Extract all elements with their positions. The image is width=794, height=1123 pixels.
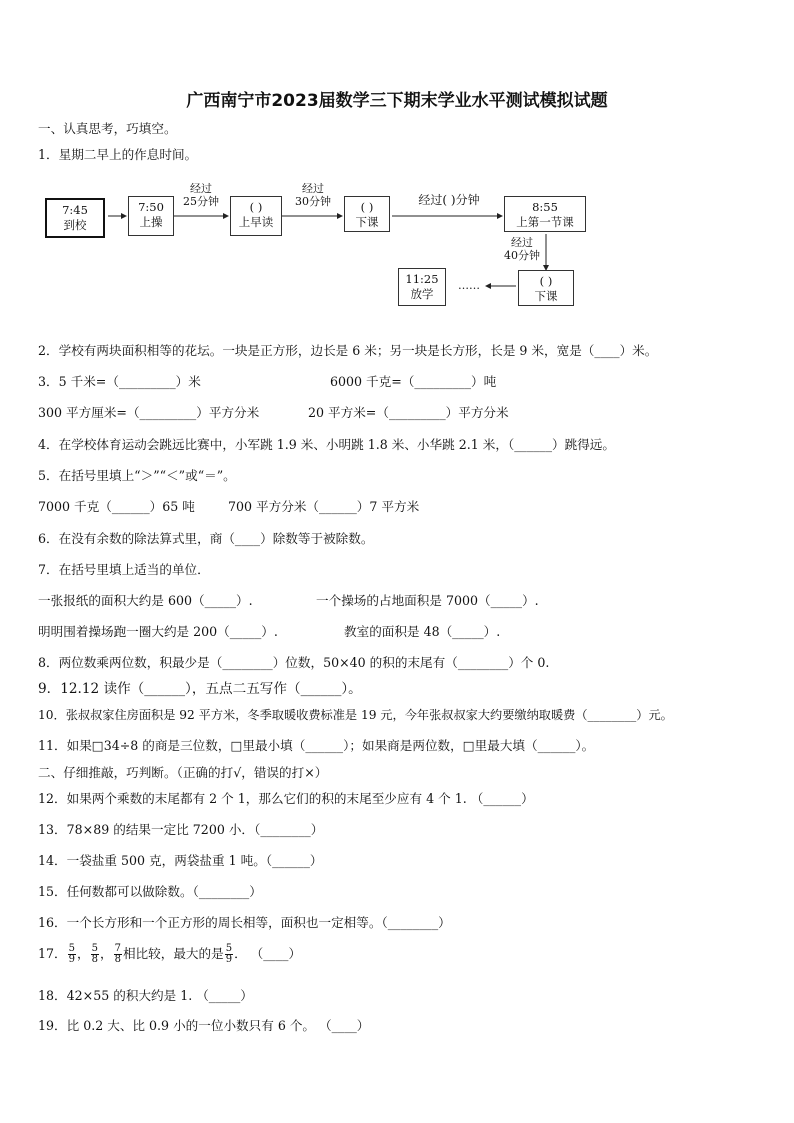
question-5b: 700 平方分米（______）7 平方米 bbox=[228, 499, 420, 514]
question-8: 8．两位数乘两位数，积最少是（________）位数，50×40 的积的末尾有（________）个 0. bbox=[38, 655, 550, 670]
question-18: 18．42×55 的积大约是 1. （_____） bbox=[38, 988, 253, 1003]
question-10: 10．张叔叔家住房面积是 92 平方米，冬季取暖收费标准是 19 元，今年张叔叔家大约要缴纳取暖费（________）元。 bbox=[38, 708, 673, 722]
question-1: 1．星期二早上的作息时间。 bbox=[38, 147, 198, 162]
question-4: 4．在学校体育运动会跳远比赛中，小军跳 1.9 米、小明跳 1.8 米、小华跳 2.1 米，（______）跳得远。 bbox=[38, 437, 615, 452]
ellipsis-dots: …… bbox=[458, 279, 480, 292]
question-6: 6．在没有余数的除法算式里，商（____）除数等于被除数。 bbox=[38, 531, 374, 546]
question-15: 15．任何数都可以做除数。（________） bbox=[38, 884, 262, 899]
fraction-answer-5-9: $\frac{5}{9}$ bbox=[225, 943, 233, 965]
question-7: 7．在括号里填上适当的单位． bbox=[38, 562, 210, 577]
question-3d: 20 平方米=（_________）平方分米 bbox=[308, 405, 509, 420]
arrow-label-25min: 经过 25分钟 bbox=[183, 182, 219, 208]
arrow-label-30min: 经过 30分钟 bbox=[295, 182, 331, 208]
question-3a: 3．5 千米=（_________）米 bbox=[38, 374, 201, 389]
question-12: 12．如果两个乘数的末尾都有 2 个 1，那么它们的积的末尾至少应有 4 个 1. （______） bbox=[38, 791, 534, 806]
arrow-label-40min: 经过 40分钟 bbox=[504, 236, 540, 262]
box-break-1: ( ) 下课 bbox=[344, 196, 390, 232]
question-7a: 一张报纸的面积大约是 600（_____）. bbox=[38, 593, 253, 608]
question-16: 16．一个长方形和一个正方形的周长相等，面积也一定相等。（________） bbox=[38, 915, 451, 930]
question-17: 17． $\frac{5}{9}$ ， $\frac{5}{8}$ ， $\frac{7}{8}$ 相比较，最大的是 $\frac{5}{9}$ ． （____） bbox=[38, 943, 302, 965]
question-3c: 300 平方厘米=（_________）平方分米 bbox=[38, 405, 260, 420]
box-dismiss: 11:25 放学 bbox=[398, 268, 446, 306]
fraction-7-8: $\frac{7}{8}$ bbox=[114, 943, 121, 965]
box-morning-reading: ( ) 上早读 bbox=[230, 196, 282, 236]
section-2-heading: 二、仔细推敲，巧判断。（正确的打√，错误的打×） bbox=[38, 765, 328, 780]
question-5: 5．在括号里填上“＞”“＜”或“＝”。 bbox=[38, 468, 236, 483]
question-19: 19．比 0.2 大、比 0.9 小的一位小数只有 6 个。 （____） bbox=[38, 1018, 370, 1033]
question-7b: 一个操场的占地面积是 7000（_____）. bbox=[316, 593, 539, 608]
box-first-class: 8:55 上第一节课 bbox=[504, 196, 586, 232]
schedule-flow-diagram bbox=[40, 178, 600, 313]
fraction-5-8: $\frac{5}{8}$ bbox=[91, 943, 98, 965]
arrow-label-blank-min: 经过( )分钟 bbox=[418, 193, 480, 207]
question-2: 2．学校有两块面积相等的花坛。一块是正方形，边长是 6 米；另一块是长方形，长是 9 米，宽是（____）米。 bbox=[38, 343, 658, 358]
question-11: 11．如果□34÷8 的商是三位数，□里最小填（______）；如果商是两位数，□里最大填（______）。 bbox=[38, 738, 595, 753]
question-14: 14．一袋盐重 500 克，两袋盐重 1 吨。（______） bbox=[38, 853, 323, 868]
question-7c: 明明围着操场跑一圈大约是 200（_____）. bbox=[38, 624, 278, 639]
question-5a: 7000 千克（______）65 吨 bbox=[38, 499, 195, 514]
question-9: 9．12.12 读作（______），五点二五写作（______）。 bbox=[38, 681, 362, 697]
question-13: 13．78×89 的结果一定比 7200 小．（________） bbox=[38, 822, 324, 837]
box-arrive: 7:45 到校 bbox=[45, 198, 105, 238]
page-title: 广西南宁市2023届数学三下期末学业水平测试模拟试题 bbox=[186, 91, 608, 111]
box-break-2: ( ) 下课 bbox=[518, 270, 574, 306]
question-7d: 教室的面积是 48（_____）. bbox=[344, 624, 501, 639]
box-exercise: 7:50 上操 bbox=[128, 196, 174, 236]
fraction-5-9: $\frac{5}{9}$ bbox=[68, 943, 75, 965]
section-1-heading: 一、认真思考，巧填空。 bbox=[38, 121, 177, 136]
question-3b: 6000 千克=（_________）吨 bbox=[330, 374, 497, 389]
